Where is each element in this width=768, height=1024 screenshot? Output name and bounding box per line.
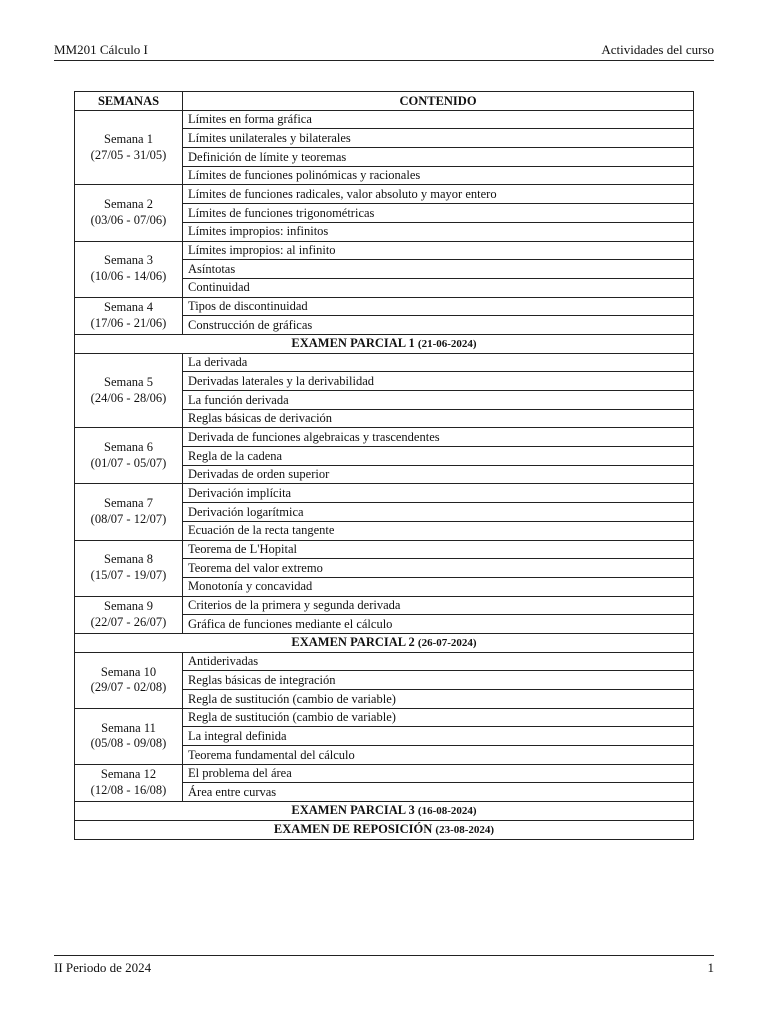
topic-cell: Derivadas de orden superior: [183, 465, 694, 484]
week-cell: [75, 540, 183, 596]
topic-cell: Monotonía y concavidad: [183, 577, 694, 596]
week-cell: [75, 428, 183, 484]
topic-cell: Derivación implícita: [183, 484, 694, 503]
table-row: [75, 652, 694, 671]
exam-row: [75, 334, 694, 353]
week-label: Semana 7: [104, 496, 153, 511]
topic-cell: Límites de funciones radicales, valor absoluto y mayor entero: [183, 185, 694, 204]
page-footer: [54, 955, 714, 976]
topic-cell: Tipos de discontinuidad: [183, 297, 694, 316]
topic-cell: Regla de sustitución (cambio de variable): [183, 708, 694, 727]
topic-cell: Continuidad: [183, 278, 694, 297]
course-title: MM201 Cálculo I: [54, 42, 148, 57]
topic-cell: Límites impropios: infinitos: [183, 222, 694, 241]
topic-cell: Derivada de funciones algebraicas y trascendentes: [183, 428, 694, 447]
topic-cell: Regla de la cadena: [183, 447, 694, 466]
week-label: Semana 1: [104, 131, 153, 146]
exam-label: EXAMEN PARCIAL 1: [291, 336, 415, 351]
table-row: [75, 110, 694, 129]
week-cell: [75, 185, 183, 241]
table-header-row: [75, 92, 694, 111]
topic-cell: Criterios de la primera y segunda derivada: [183, 596, 694, 615]
table-row: [75, 596, 694, 615]
week-dates: (10/06 - 14/06): [90, 269, 167, 284]
week-label: Semana 5: [104, 374, 153, 389]
week-dates: (03/06 - 07/06): [90, 212, 167, 227]
exam-label: EXAMEN DE REPOSICIÓN: [273, 822, 433, 837]
topic-cell: Límites de funciones polinómicas y racionales: [183, 166, 694, 185]
topic-cell: Derivadas laterales y la derivabilidad: [183, 372, 694, 391]
week-cell: [75, 484, 183, 540]
week-cell: [75, 764, 183, 801]
week-dates: (05/08 - 09/08): [90, 736, 167, 751]
topic-cell: Antiderivadas: [183, 652, 694, 671]
table-row: [75, 185, 694, 204]
exam-row: [75, 820, 694, 839]
topic-cell: Teorema fundamental del cálculo: [183, 746, 694, 765]
page-number: 1: [707, 960, 714, 975]
week-dates: (27/05 - 31/05): [90, 147, 167, 162]
topic-cell: La función derivada: [183, 391, 694, 410]
week-label: Semana 12: [100, 767, 157, 782]
week-dates: (22/07 - 26/07): [90, 614, 167, 629]
exam-row: [75, 802, 694, 821]
week-cell: [75, 297, 183, 334]
week-cell: [75, 110, 183, 185]
week-cell: [75, 652, 183, 708]
exam-label: EXAMEN PARCIAL 3: [291, 803, 415, 818]
schedule-table: [74, 91, 694, 840]
exam-date: (26-07-2024): [417, 637, 477, 650]
table-row: [75, 708, 694, 727]
topic-cell: La derivada: [183, 353, 694, 372]
topic-cell: Área entre curvas: [183, 783, 694, 802]
exam-date: (21-06-2024): [417, 338, 477, 351]
topic-cell: Reglas básicas de integración: [183, 671, 694, 690]
page-header: [54, 40, 714, 61]
week-label: Semana 6: [104, 440, 153, 455]
week-cell: [75, 241, 183, 297]
topic-cell: Reglas básicas de derivación: [183, 409, 694, 428]
topic-cell: Teorema de L'Hopital: [183, 540, 694, 559]
topic-cell: Regla de sustitución (cambio de variable): [183, 690, 694, 709]
week-dates: (29/07 - 02/08): [90, 680, 167, 695]
topic-cell: Gráfica de funciones mediante el cálculo: [183, 615, 694, 634]
topic-cell: Límites impropios: al infinito: [183, 241, 694, 260]
week-dates: (01/07 - 05/07): [90, 455, 167, 470]
week-dates: (17/06 - 21/06): [90, 315, 167, 330]
week-cell: [75, 708, 183, 764]
table-row: [75, 428, 694, 447]
table-row: [75, 484, 694, 503]
week-label: Semana 8: [104, 552, 153, 567]
week-label: Semana 9: [104, 599, 153, 614]
weeks-column-header: SEMANAS: [75, 92, 183, 111]
section-title: Actividades del curso: [601, 42, 714, 57]
topic-cell: Límites unilaterales y bilaterales: [183, 129, 694, 148]
topic-cell: Límites de funciones trigonométricas: [183, 204, 694, 223]
content-column-header: CONTENIDO: [183, 92, 694, 111]
table-row: [75, 297, 694, 316]
topic-cell: Asíntotas: [183, 260, 694, 279]
exam-date: (23-08-2024): [435, 824, 495, 837]
week-dates: (15/07 - 19/07): [90, 568, 167, 583]
exam-label: EXAMEN PARCIAL 2: [291, 635, 415, 650]
week-dates: (08/07 - 12/07): [90, 511, 167, 526]
topic-cell: Derivación logarítmica: [183, 503, 694, 522]
table-row: [75, 241, 694, 260]
exam-cell: [75, 820, 694, 839]
week-label: Semana 3: [104, 253, 153, 268]
topic-cell: Teorema del valor extremo: [183, 559, 694, 578]
exam-cell: [75, 633, 694, 652]
topic-cell: La integral definida: [183, 727, 694, 746]
topic-cell: Ecuación de la recta tangente: [183, 521, 694, 540]
week-label: Semana 4: [104, 300, 153, 315]
table-row: [75, 764, 694, 783]
table-row: [75, 540, 694, 559]
week-label: Semana 11: [101, 720, 156, 735]
topic-cell: Construcción de gráficas: [183, 316, 694, 335]
exam-cell: [75, 334, 694, 353]
week-cell: [75, 596, 183, 633]
topic-cell: Límites en forma gráfica: [183, 110, 694, 129]
exam-row: [75, 633, 694, 652]
period-label: II Periodo de 2024: [54, 960, 152, 975]
week-dates: (24/06 - 28/06): [90, 390, 167, 405]
week-cell: [75, 353, 183, 428]
week-dates: (12/08 - 16/08): [90, 782, 167, 797]
exam-date: (16-08-2024): [417, 805, 477, 818]
topic-cell: El problema del área: [183, 764, 694, 783]
exam-cell: [75, 802, 694, 821]
table-row: [75, 353, 694, 372]
week-label: Semana 10: [100, 664, 157, 679]
schedule-body: [75, 110, 694, 839]
topic-cell: Definición de límite y teoremas: [183, 148, 694, 167]
week-label: Semana 2: [104, 197, 153, 212]
